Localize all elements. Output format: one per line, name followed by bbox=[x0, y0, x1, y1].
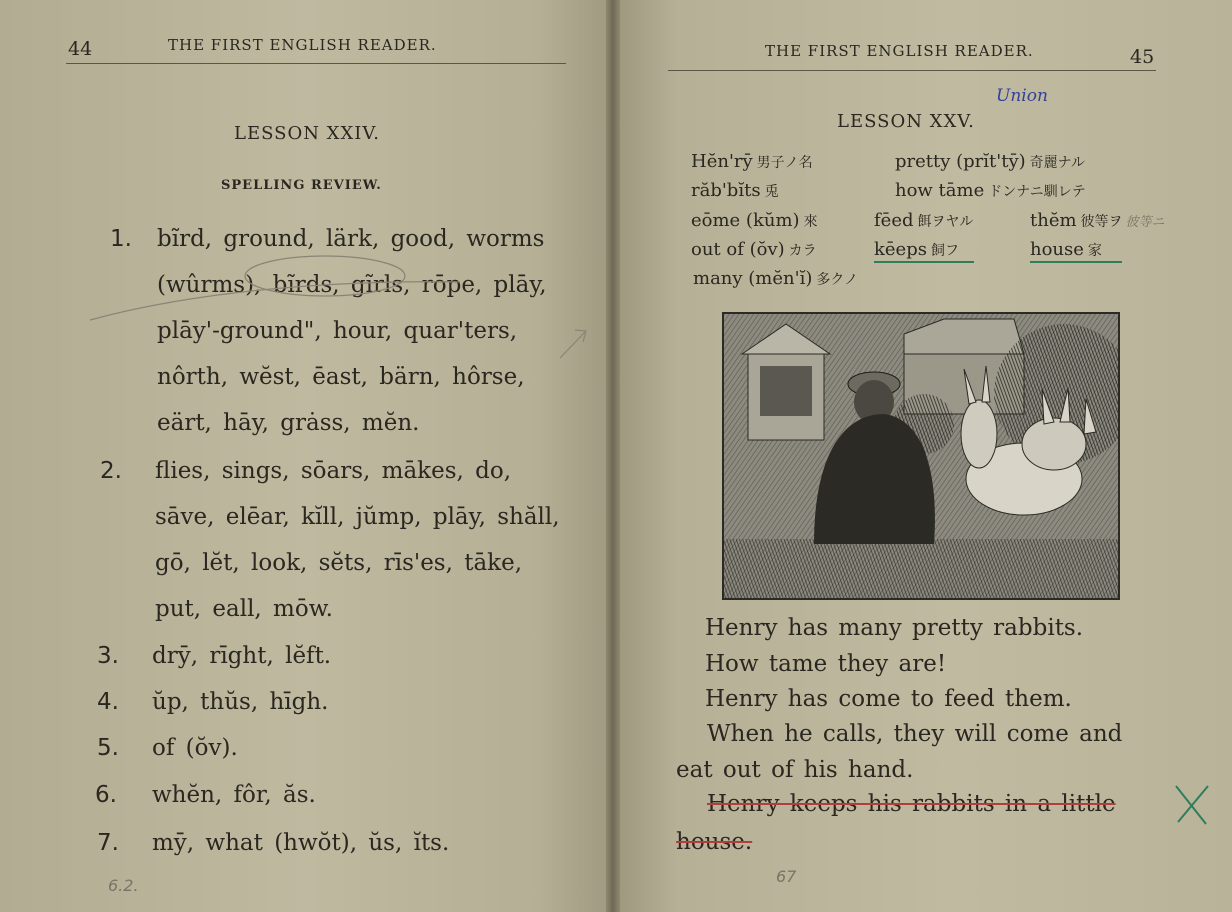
spelling-line: bĩrd, ground, lärk, good, worms bbox=[157, 226, 545, 252]
story-line: When he calls, they will come and bbox=[707, 721, 1123, 747]
left-running-head: THE FIRST ENGLISH READER. bbox=[168, 36, 437, 54]
story-line: eat out of his hand. bbox=[676, 757, 914, 783]
spelling-line: eärt, hāy, grȧss, mĕn. bbox=[157, 410, 420, 436]
spelling-line: mȳ, what (hwŏt), ŭs, ĭts. bbox=[152, 830, 450, 856]
group-number-3: 3. bbox=[97, 643, 119, 669]
vocab-entry: many (mĕn'ĭ) 多クノ bbox=[693, 268, 859, 289]
spelling-line: nôrth, wĕst, ēast, bärn, hôrse, bbox=[157, 364, 525, 390]
right-header-rule bbox=[668, 70, 1156, 71]
left-header-rule bbox=[66, 63, 566, 64]
pencil-gloss: 彼等ニ bbox=[1125, 215, 1165, 230]
vocab-entry: răb'bĭts 兎 bbox=[691, 180, 779, 201]
vocab-entry-underlined: house 家 bbox=[1030, 239, 1122, 263]
spelling-line: ŭp, thŭs, hīgh. bbox=[152, 689, 329, 715]
vocab-entry: fēed 餌ヲヤル bbox=[874, 210, 974, 231]
left-lesson-title: LESSON XXIV. bbox=[234, 123, 380, 144]
story-line: Henry has come to feed them. bbox=[705, 686, 1072, 712]
pencil-annotation-loops bbox=[80, 220, 600, 400]
group-number-4: 4. bbox=[97, 689, 119, 715]
left-page-number: 44 bbox=[68, 38, 93, 60]
right-pencil-note: 67 bbox=[776, 867, 797, 886]
right-running-head: THE FIRST ENGLISH READER. bbox=[765, 42, 1034, 60]
book-gutter bbox=[606, 0, 620, 912]
right-lesson-title: LESSON XXV. bbox=[837, 111, 975, 132]
group-number-5: 5. bbox=[97, 735, 119, 761]
rabbits-engraving-illustration bbox=[722, 312, 1120, 600]
group-number-2: 2. bbox=[100, 458, 122, 484]
spelling-line: plāy'-ground", hour, quar'ters, bbox=[157, 318, 518, 344]
vocab-entry: thĕm 彼等ヲ 彼等ニ bbox=[1030, 210, 1165, 231]
spelling-line: (wûrms), bĩrds, gĩrls, rōpe, plāy, bbox=[157, 272, 547, 298]
vocab-entry: Hĕn'rȳ 男子ノ名 bbox=[691, 151, 813, 172]
ink-margin-note: Union bbox=[996, 86, 1048, 106]
spelling-line: of (ŏv). bbox=[152, 735, 238, 761]
spelling-line: whĕn, fôr, ăs. bbox=[152, 782, 316, 808]
story-line-struck: house. bbox=[676, 829, 753, 855]
left-pencil-note: 6.2. bbox=[108, 876, 139, 895]
story-line: Henry has many pretty rabbits. bbox=[705, 615, 1084, 641]
group-number-1: 1. bbox=[110, 226, 132, 252]
vocab-entry: eōme (kŭm) 來 bbox=[691, 210, 818, 231]
story-line-struck: Henry keeps his rabbits in a little bbox=[707, 791, 1116, 817]
spelling-line: sāve, elēar, kĭll, jŭmp, plāy, shăll, bbox=[155, 504, 560, 530]
left-section-title: SPELLING REVIEW. bbox=[221, 178, 382, 193]
spelling-line: drȳ, rīght, lĕft. bbox=[152, 643, 332, 669]
spelling-line: gō, lĕt, look, sĕts, rīs'es, tāke, bbox=[155, 550, 523, 576]
vocab-entry: how tāme ドンナニ馴レテ bbox=[895, 180, 1086, 201]
spelling-line: flies, sings, sōars, mākes, do, bbox=[155, 458, 512, 484]
vocab-entry: pretty (prĭt'tȳ) 奇麗ナル bbox=[895, 151, 1085, 172]
group-number-6: 6. bbox=[95, 782, 117, 808]
story-line: How tame they are! bbox=[705, 651, 947, 677]
green-cross-mark-icon bbox=[1172, 782, 1212, 828]
vocab-entry-underlined: kēeps 飼フ bbox=[874, 239, 974, 263]
right-page-number: 45 bbox=[1130, 46, 1155, 68]
group-number-7: 7. bbox=[97, 830, 119, 856]
vocab-entry: out of (ŏv) カラ bbox=[691, 239, 817, 260]
spelling-line: put, eall, mōw. bbox=[155, 596, 333, 622]
